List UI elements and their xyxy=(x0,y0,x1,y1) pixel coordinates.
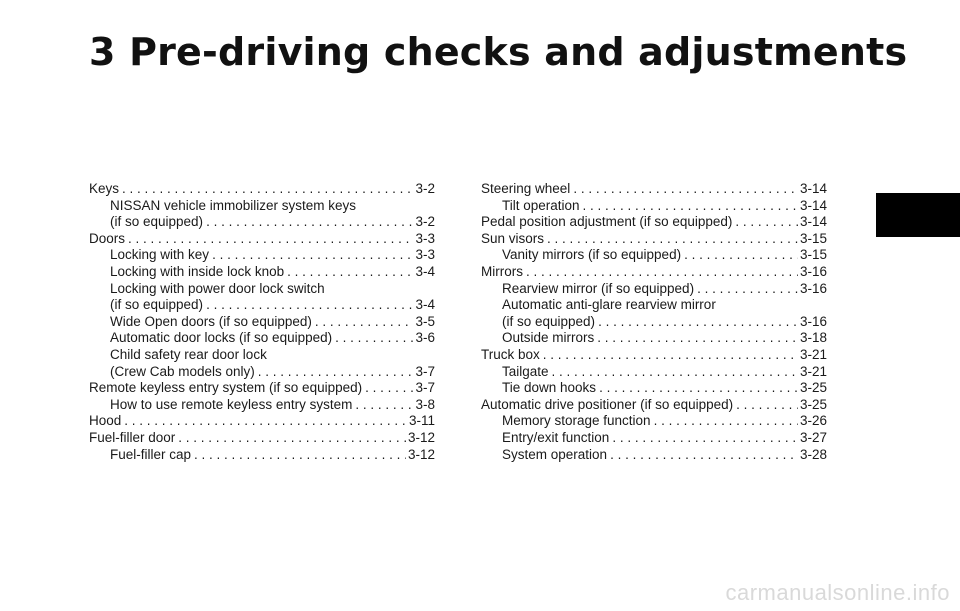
toc-entry-label: Hood xyxy=(89,413,122,429)
toc-entry-label: (if so equipped) xyxy=(110,214,204,230)
toc-entry-label: Truck box xyxy=(481,346,540,362)
toc-entry-label: Doors xyxy=(89,230,126,246)
toc-entry-label: Fuel-filler door xyxy=(89,429,176,445)
toc-entry-page: 3-16 xyxy=(799,263,827,279)
toc-entry-label: Sun visors xyxy=(481,230,545,246)
toc-entry-label: System operation xyxy=(502,446,608,462)
toc-entry[interactable] xyxy=(481,380,827,397)
toc-entry-page: 3-5 xyxy=(415,313,435,329)
toc-entry[interactable] xyxy=(89,247,435,264)
toc-entry-page: 3-14 xyxy=(799,181,827,196)
toc-left-column xyxy=(89,181,435,463)
dot-leader xyxy=(543,347,798,364)
toc-entry-label: (if so equipped) xyxy=(110,297,204,313)
dot-leader xyxy=(526,264,798,281)
toc-entry-page: 3-2 xyxy=(415,214,435,230)
toc-entry-label: (Crew Cab models only) xyxy=(110,363,255,379)
toc-entry-label: Child safety rear door lock xyxy=(110,346,267,362)
dot-leader xyxy=(598,314,798,331)
toc-entry[interactable] xyxy=(481,347,827,364)
dot-leader xyxy=(736,397,798,414)
toc-entry-page: 3-11 xyxy=(408,413,435,429)
toc-entry-page: 3-16 xyxy=(799,280,827,296)
toc-entry-label: (if so equipped) xyxy=(502,313,596,329)
toc-entry[interactable] xyxy=(481,330,827,347)
toc-entry-page: 3-3 xyxy=(415,230,435,246)
toc-entry-page: 3-16 xyxy=(799,313,827,329)
dot-leader xyxy=(597,330,798,347)
toc-entry[interactable] xyxy=(481,447,827,464)
toc-entry[interactable] xyxy=(89,430,435,447)
toc-entry-label: Wide Open doors (if so equipped) xyxy=(110,313,312,329)
toc-entry-label: Tailgate xyxy=(502,363,549,379)
toc-entry-label: Automatic drive positioner (if so equipped) xyxy=(481,396,734,412)
dot-leader xyxy=(547,231,798,248)
toc-entry-label: Locking with key xyxy=(110,247,210,263)
toc-entry-label: How to use remote keyless entry system xyxy=(110,396,353,412)
toc-entry-label: Entry/exit function xyxy=(502,429,610,445)
dot-leader xyxy=(355,397,413,414)
toc-entry-label: Memory storage function xyxy=(502,413,651,429)
toc-entry-page: 3-14 xyxy=(799,214,827,230)
toc-entry-page: 3-6 xyxy=(415,330,435,346)
toc-entry[interactable] xyxy=(89,447,435,464)
toc-entry-label: Tilt operation xyxy=(502,197,580,213)
toc-entry[interactable] xyxy=(89,264,435,281)
dot-leader xyxy=(287,264,413,281)
dot-leader xyxy=(128,231,413,248)
toc-entry[interactable] xyxy=(481,413,827,430)
toc-entry-label: Automatic door locks (if so equipped) xyxy=(110,330,333,346)
toc-entry[interactable] xyxy=(481,430,827,447)
toc-entry[interactable] xyxy=(481,281,827,298)
toc-entry[interactable] xyxy=(481,397,827,414)
toc-entry-page: 3-25 xyxy=(799,396,827,412)
toc-entry-label: Fuel-filler cap xyxy=(110,446,192,462)
dot-leader xyxy=(612,430,798,447)
toc-entry-label: Locking with power door lock switch xyxy=(110,280,325,296)
chapter-title: 3 Pre-driving checks and adjustments xyxy=(89,30,908,74)
toc-entry-page: 3-2 xyxy=(415,181,435,196)
toc-entry-page: 3-7 xyxy=(415,380,435,396)
toc-entry-label: Outside mirrors xyxy=(502,330,595,346)
toc-entry[interactable] xyxy=(481,198,827,215)
toc-entry[interactable] xyxy=(89,297,435,314)
toc-entry[interactable] xyxy=(481,181,827,198)
dot-leader xyxy=(206,214,413,231)
toc-entry-page: 3-28 xyxy=(799,446,827,462)
toc-entry-page: 3-12 xyxy=(407,429,435,445)
dot-leader xyxy=(684,247,798,264)
dot-leader xyxy=(552,364,798,381)
toc-entry-label: Mirrors xyxy=(481,263,523,279)
toc-entry[interactable] xyxy=(89,413,435,430)
toc-entry-label: Steering wheel xyxy=(481,181,571,196)
dot-leader xyxy=(122,181,413,198)
toc-entry[interactable] xyxy=(481,214,827,231)
chapter-tab xyxy=(876,193,960,237)
toc-right-column xyxy=(481,181,827,463)
toc-entry-page: 3-15 xyxy=(799,247,827,263)
toc-entry[interactable] xyxy=(89,231,435,248)
dot-leader xyxy=(735,214,798,231)
dot-leader xyxy=(610,447,798,464)
toc-entry-page: 3-4 xyxy=(415,297,435,313)
toc-entry-label: Tie down hooks xyxy=(502,380,597,396)
toc-entry-page: 3-21 xyxy=(799,363,827,379)
dot-leader xyxy=(212,247,413,264)
toc-entry-page: 3-14 xyxy=(799,197,827,213)
toc-entry[interactable] xyxy=(481,364,827,381)
dot-leader xyxy=(599,380,798,397)
toc-entry[interactable] xyxy=(481,264,827,281)
toc-entry-page: 3-26 xyxy=(799,413,827,429)
toc-entry[interactable] xyxy=(481,314,827,331)
toc-entry-label: Locking with inside lock knob xyxy=(110,263,285,279)
toc-entry-page: 3-15 xyxy=(799,230,827,246)
toc-entry-label: Vanity mirrors (if so equipped) xyxy=(502,247,682,263)
toc-entry-page: 3-7 xyxy=(415,363,435,379)
dot-leader xyxy=(365,380,413,397)
dot-leader xyxy=(573,181,798,198)
dot-leader xyxy=(206,297,413,314)
toc-entry[interactable] xyxy=(89,380,435,397)
dot-leader xyxy=(654,413,798,430)
dot-leader xyxy=(583,198,798,215)
toc-entry[interactable] xyxy=(89,397,435,414)
toc-entry[interactable] xyxy=(89,181,435,198)
toc-entry[interactable] xyxy=(481,247,827,264)
toc-entry-label: Automatic anti-glare rearview mirror xyxy=(502,297,716,313)
toc-entry-page: 3-12 xyxy=(407,446,435,462)
toc-entry-page: 3-27 xyxy=(799,429,827,445)
dot-leader xyxy=(697,281,798,298)
toc-entry[interactable] xyxy=(89,330,435,347)
toc-entry-page: 3-18 xyxy=(799,330,827,346)
toc-entry-label: Pedal position adjustment (if so equipped) xyxy=(481,214,733,230)
toc-entry-label: Rearview mirror (if so equipped) xyxy=(502,280,695,296)
dot-leader xyxy=(315,314,414,331)
toc-entry[interactable] xyxy=(481,231,827,248)
toc-entry[interactable] xyxy=(89,314,435,331)
dot-leader xyxy=(194,447,406,464)
toc-entry-label: Keys xyxy=(89,181,120,196)
toc-entry[interactable] xyxy=(89,364,435,381)
dot-leader xyxy=(124,413,407,430)
dot-leader xyxy=(178,430,406,447)
toc-entry-label: Remote keyless entry system (if so equipped) xyxy=(89,380,363,396)
dot-leader xyxy=(335,330,413,347)
toc-entry-page: 3-21 xyxy=(799,346,827,362)
toc-entry[interactable] xyxy=(89,214,435,231)
toc-entry-label: NISSAN vehicle immobilizer system keys xyxy=(110,197,357,213)
dot-leader xyxy=(258,364,414,381)
watermark: carmanualsonline.info xyxy=(725,580,950,605)
toc-entry-page: 3-4 xyxy=(415,263,435,279)
toc-entry-page: 3-8 xyxy=(415,396,435,412)
toc-entry-page: 3-25 xyxy=(799,380,827,396)
toc-entry-page: 3-3 xyxy=(415,247,435,263)
